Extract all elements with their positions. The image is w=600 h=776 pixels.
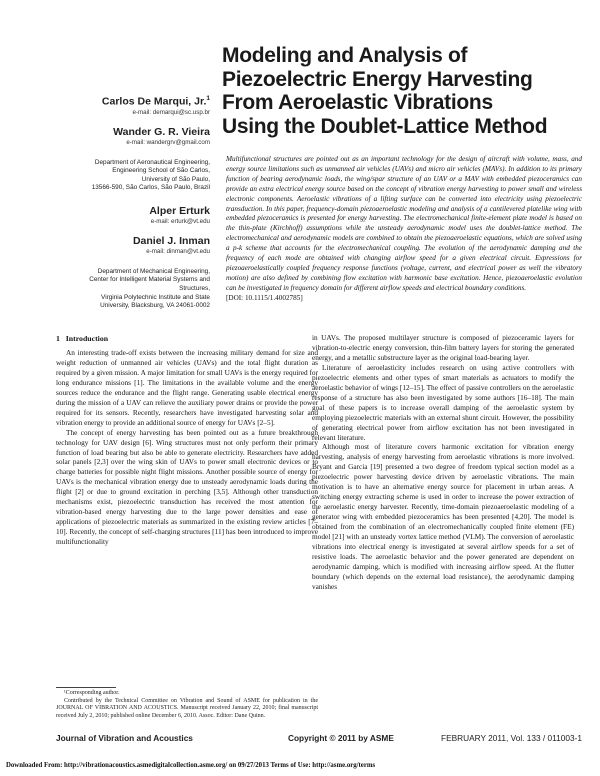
abstract — [226, 155, 582, 304]
author-name: Wander G. R. Vieira — [113, 125, 210, 138]
abstract-text: Multifunctional structures are pointed out as an important technology for the design of aircraft with volume, mass, and energy source limitations such as unmanned air vehicles (UAVs) and micro air vehicles (MAVs). In addition to its primary function of bearing aerodynamic loads, the wing/spar structure of an UAV or a MAV with embedded piezoceramics can provide an extra electrical energy source based on the concept of vibration energy harvesting to power small and wireless electronic components. Aeroelastic vibrations of a lifting surface can be converted into electricity using piezoelectric transduction. In this paper, frequency-domain piezoaeroelastic modeling and analysis of a cantilevered platelike wing with embedded piezoceramics is presented for energy harvesting. The electromechanical finite-element plate model is based on the thin-plate (Kirchhoff) assumptions while the unsteady aerodynamic model uses the doublet-lattice method. The electromechanical and aerodynamic models are combined to obtain the piezoaeroelastic equations, which are solved using a p-k scheme that accounts for the electromechanical coupling. The evolution of the aerodynamic damping and the frequency of each mode are obtained with changing airflow speed for a given electrical circuit. Expressions for piezoaeroelastically coupled frequency response functions (voltage, current, and electrical power as well the vibratory motion) are also defined by combining flow excitation with harmonic base excitation. Hence, piezoaeroelastic evolution can be investigated in frequency domain for different airflow speeds and electrical boundary conditions. — [226, 155, 582, 292]
title-line: Piezoelectric Energy Harvesting — [222, 67, 533, 91]
paragraph: Literature of aeroelasticity includes research on using active controllers with piezoelectric elements and other types of smart materials as actuators to modify the aeroelastic behavior of wings [12–15]. The effect of passive controllers on the aeroelastic response of a structure has also been investigated by some authors [16–18]. The main goal of these papers is to increase overall damping of the aeroelastic system by employing piezoelectric materials with an external shunt circuit. However, the possibility of generating electrical power from airflow excitation has not been investigated in relevant literature. — [312, 362, 574, 442]
paragraph: The concept of energy harvesting has been pointed out as a future breakthrough technology for UAV design [6]. Wing structures must not only perform their primary function of load bearing but also be able to generate electricity. Researchers have added solar panels [2,3] over the wing skin of UAVs to power small electronic devices or to charge batteries for possible night flight missions. Another possible source of energy for UAVs is the mechanical vibration energy due to unsteady aerodynamic loads during the flight [2] or due to ground excitation in perching [3,5]. Although other transduction mechanisms exist, piezoelectric transduction has received the most attention for vibration-based energy harvesting due to the large power densities and ease of applications of piezoelectric materials as summarized in the existing review articles [7–10]. Recently, the concept of self-charging structures [11] has been introduced to improve multifunctionality — [56, 427, 318, 547]
copyright: Copyright © 2011 by ASME — [288, 733, 394, 743]
footnotes — [56, 690, 318, 720]
paper-title — [222, 44, 582, 138]
author-block — [0, 235, 210, 256]
author-email[interactable]: e-mail: dinman@vt.edu — [146, 247, 210, 255]
title-line: From Aeroelastic Vibrations — [222, 91, 493, 114]
body-column-right — [312, 333, 574, 592]
footnote: ¹Corresponding author. — [64, 690, 120, 696]
corresponding-marker: 1 — [206, 95, 210, 102]
journal-name: Journal of Vibration and Acoustics — [56, 733, 193, 743]
author-email[interactable]: e-mail: demarqui@sc.usp.br — [132, 108, 210, 116]
doi[interactable]: [DOI: 10.1115/1.4002785] — [226, 293, 303, 302]
footnote: Contributed by the Technical Committee on Vibration and Sound of ASME for publication in the JOURNAL OF VIBRATION AND ACOUSTICS. Manuscript received January 22, 2010; final manuscript received July 2, 2010; published online December 6, 2010. Assoc. Editor: Dane Quinn. — [56, 697, 318, 719]
affiliation: Department of Aeronautical Engineering, Engineering School of São Carlos, University of São Paulo, 13566-590, São Carlos, São Paulo, Brazil — [91, 158, 210, 192]
author-email[interactable]: e-mail: wandergrv@gmail.com — [126, 138, 210, 146]
author-block — [0, 205, 210, 226]
page-footer — [56, 733, 582, 745]
author-name: Daniel J. Inman — [132, 234, 210, 247]
author-list — [0, 92, 210, 323]
paragraph: Although most of literature covers harmonic excitation for vibration energy harvesting, analysis of energy harvesting from aeroelastic vibrations is more involved. Bryant and Garcia [19] presented a two degree of freedom typical section model as a piezoelectric power harvesting device driven by aeroelastic vibrations. The main motivation is to have an alternative energy source for placement in urban areas. A switching energy extracting scheme is used in order to increase the power extraction of the aeroelastic energy harvester. Recently, time-domain piezoaeroelastic modeling of a generator wing with embedded piezoceramics has been presented [4,20]. The model is obtained from the combination of an electromechanically coupled finite element (FE) model [21] with an unsteady vortex lattice method (VLM). The conversion of aeroelastic vibrations into electrical energy is investigated at several airflow speeds for a set of resistive loads. The aeroelastic behavior and the power generated are dependent on aerodynamic damping, which is modified with increasing airflow speed. At the flutter boundary (which depends on the external load resistance), the aerodynamic damping vanishes — [312, 442, 574, 591]
body-column-left — [56, 333, 318, 547]
paragraph: An interesting trade-off exists between the increasing military demand for size and weight reduction of unmanned air vehicles (UAVs) and the total flight duration as required by a given mission. A major limitation for small UAVs is the energy required for long endurance missions [1]. The limitations in the available volume and the energy sources reduce the endurance and the flight range. Generating usable electrical energy during the mission of a UAV can relieve the auxiliary power drains or provide the power required for its sensors. Recently, researchers have investigated harvesting solar and vibration energy to provide an additional source of energy for UAVs [2–5]. — [56, 348, 318, 427]
title-line: Using the Doublet-Lattice Method — [222, 114, 548, 138]
affiliation: Department of Mechanical Engineering, Center for Intelligent Material Systems and Structures, Virginia Polytechnic Institute and State University, Blacksburg, VA 24061-0002 — [89, 267, 210, 310]
issue-info: FEBRUARY 2011, Vol. 133 / 011003-1 — [441, 733, 582, 743]
author-name: Carlos De Marqui, Jr.$^1$ — [101, 95, 210, 108]
title-line: Modeling and Analysis of — [222, 44, 468, 67]
author-block — [0, 92, 210, 117]
author-block — [0, 126, 210, 147]
section-heading: 1 Introduction — [56, 334, 109, 343]
download-notice[interactable]: Downloaded From: http://vibrationacoustics.asmedigitalcollection.asme.org/ on 09/27/2013 Terms of Use: http://asme.org/terms — [6, 762, 376, 769]
footnote-divider — [56, 687, 116, 688]
paragraph: in UAVs. The proposed multilayer structure is composed of piezoceramic layers for vibration-to-electric energy conversion, thin-film battery layers for storing the generated energy, and a metallic substructure layer as the original load-bearing layer. — [312, 333, 574, 362]
author-name: Alper Erturk — [149, 204, 210, 217]
author-email[interactable]: e-mail: erturk@vt.edu — [150, 217, 210, 225]
